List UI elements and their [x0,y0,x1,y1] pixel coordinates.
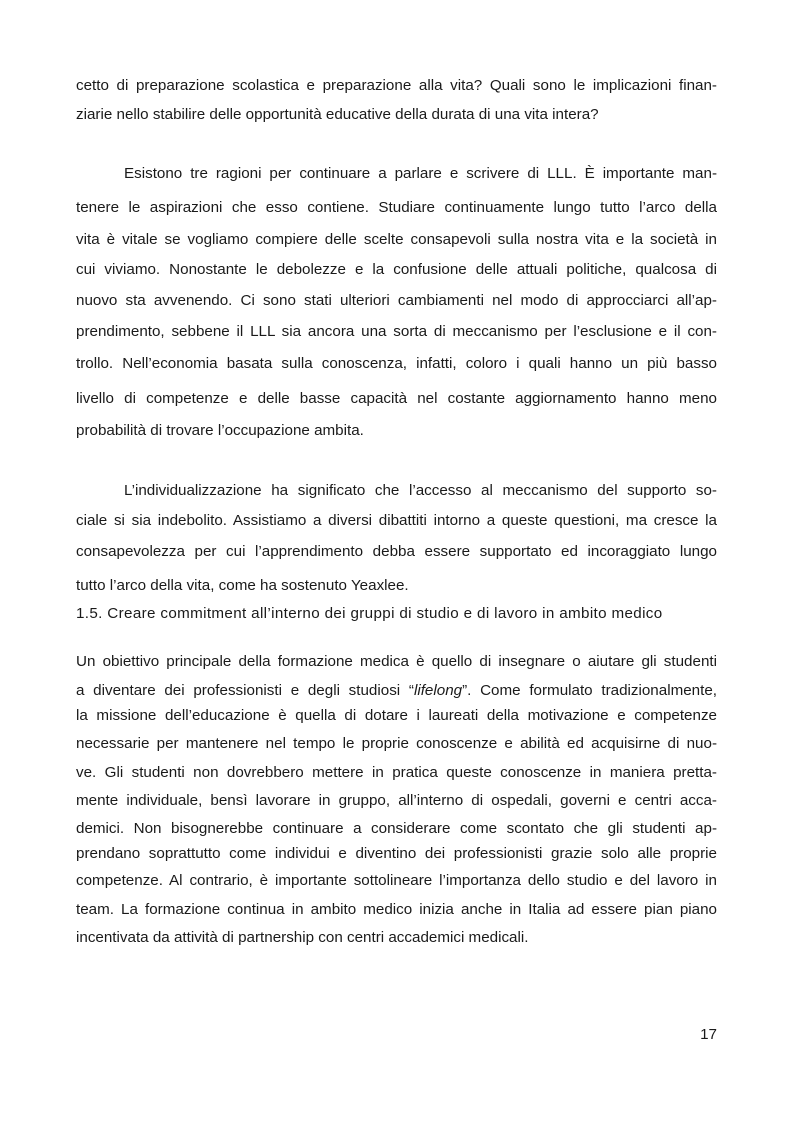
paragraph-4-line [76,681,717,701]
paragraph-3-line: L’individualizzazione ha significato che l’accesso al meccanismo del supporto so- [124,482,717,499]
paragraph-2-line: Esistono tre ragioni per continuare a parlare e scrivere di LLL. È importante man- [124,165,717,182]
paragraph-4-line: mente individuale, bensì lavorare in gruppo, all’interno di ospedali, governi e centri acca- [76,792,717,809]
paragraph-2-line: vita è vitale se vogliamo compiere delle scelte consapevoli sulla nostra vita e la società in [76,231,717,248]
section-heading: 1.5. Creare commitment all’interno dei gruppi di studio e di lavoro in ambito medico [76,605,663,622]
paragraph-4-line: demici. Non bisognerebbe continuare a considerare come scontato che gli studenti ap- [76,820,717,837]
paragraph-2-line: tenere le aspirazioni che esso contiene. Studiare continuamente lungo tutto l’arco della [76,199,717,216]
page-number: 17 [700,1026,717,1043]
paragraph-4-line: necessarie per mantenere nel tempo le proprie conoscenze e abilità ed acquisirne di nuo- [76,735,717,752]
paragraph-2-line: prendimento, sebbene il LLL sia ancora una sorta di meccanismo per l’esclusione e il con- [76,323,717,340]
paragraph-2-line: livello di competenze e delle basse capacità nel costante aggiornamento hanno meno [76,390,717,407]
paragraph-4-line: ve. Gli studenti non dovrebbero mettere in pratica queste conoscenze in maniera pretta- [76,764,717,781]
paragraph-4-line: competenze. Al contrario, è importante sottolineare l’importanza dello studio e del lavoro in [76,872,717,889]
paragraph-4-line: team. La formazione continua in ambito medico inizia anche in Italia ad essere pian piano [76,901,717,918]
paragraph-3-line: tutto l’arco della vita, come ha sostenuto Yeaxlee. [76,577,409,594]
paragraph-2-line: nuovo sta avvenendo. Ci sono stati ulteriori cambiamenti nel modo di approcciarci all’ap- [76,292,717,309]
paragraph-4-line: prendano soprattutto come individui e diventino dei professionisti grazie solo alle proprie [76,845,717,862]
paragraph-4-line: la missione dell’educazione è quella di dotare i laureati della motivazione e competenze [76,707,717,724]
paragraph-2-line: trollo. Nell’economia basata sulla conoscenza, infatti, coloro i quali hanno un più basso [76,355,717,372]
paragraph-4-text: ”. Come formulato tradizionalmente, [462,682,718,699]
paragraph-4-line: Un obiettivo principale della formazione medica è quello di insegnare o aiutare gli studenti [76,653,717,670]
paragraph-1-line: ziarie nello stabilire delle opportunità educative della durata di una vita intera? [76,106,599,123]
paragraph-4-italic-term: lifelong [413,682,463,699]
paragraph-2-line: cui viviamo. Nonostante le debolezze e la confusione delle attuali politiche, qualcosa di [76,261,717,278]
paragraph-1-line: cetto di preparazione scolastica e preparazione alla vita? Quali sono le implicazioni finan- [76,77,717,94]
paragraph-2-line: probabilità di trovare l’occupazione ambita. [76,422,364,439]
paragraph-4-line: incentivata da attività di partnership con centri accademici medicali. [76,929,529,946]
paragraph-3-line: consapevolezza per cui l’apprendimento debba essere supportato ed incoraggiato lungo [76,543,717,560]
paragraph-4-text: a diventare dei professionisti e degli studiosi “ [76,682,414,699]
paragraph-3-line: ciale si sia indebolito. Assistiamo a diversi dibattiti intorno a queste questioni, ma cresce la [76,512,717,529]
